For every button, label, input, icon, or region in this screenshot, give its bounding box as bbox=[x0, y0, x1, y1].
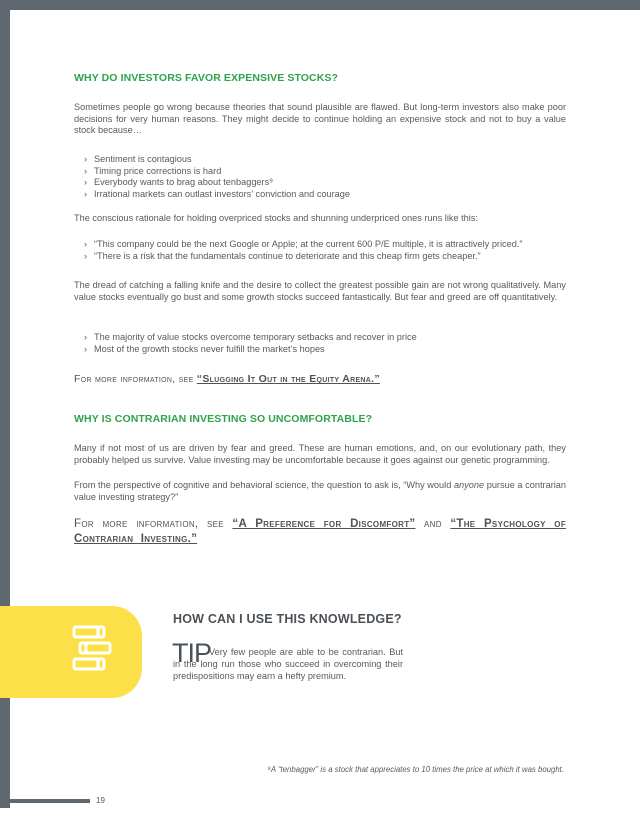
list-item: › Most of the growth stocks never fulfill the market’s hopes bbox=[84, 344, 564, 356]
tip-heading: HOW CAN I USE THIS KNOWLEDGE? bbox=[173, 612, 402, 626]
text-segment: pursue a contrarian value investing strategy?” bbox=[74, 480, 567, 502]
bullet-list-outcomes bbox=[84, 332, 564, 355]
more-info-prefix: For more information, see bbox=[74, 373, 197, 385]
text-segment: From the perspective of cognitive and behavioral science, the question to ask is, “Why would bbox=[74, 480, 454, 490]
list-item: › Everybody wants to brag about tenbaggers⁹ bbox=[84, 177, 564, 189]
link-preference-for-discomfort[interactable]: “A Preference for Discomfort” bbox=[232, 518, 416, 530]
paragraph-fear-greed: Many if not most of us are driven by fear and greed. These are human emotions, and, on our evolutionary path, they probably helped us survive. Value investing may be uncomfortable because it goes against our genetic programming. bbox=[74, 443, 566, 465]
link-psychology-contrarian[interactable]: “The Psychology of Contrarian Investing.” bbox=[74, 518, 567, 545]
page-number: 19 bbox=[96, 796, 105, 805]
top-border bbox=[0, 0, 640, 10]
section-heading-expensive-stocks: WHY DO INVESTORS FAVOR EXPENSIVE STOCKS? bbox=[74, 72, 339, 84]
paragraph-intro: Sometimes people go wrong because theories that sound plausible are flawed. But long-term investors also make poor decisions for very human reasons. They might decide to continue holding an expensive stock and not to buy a value stock because… bbox=[74, 102, 566, 136]
bullet-list-quotes bbox=[84, 239, 564, 262]
tip-label: TIP bbox=[172, 638, 212, 668]
more-info-line bbox=[74, 373, 566, 385]
section-heading-contrarian: WHY IS CONTRARIAN INVESTING SO UNCOMFORTABLE? bbox=[74, 413, 373, 425]
bullet-list-reasons bbox=[84, 154, 564, 200]
bottom-left-rule bbox=[0, 799, 90, 803]
paragraph-cognitive bbox=[74, 480, 566, 503]
list-item: › “This company could be the next Google or Apple; at the current 600 P/E multiple, it is attractively priced.” bbox=[84, 239, 564, 251]
list-item: › “There is a risk that the fundamentals continue to deteriorate and this cheap firm gets cheaper.” bbox=[84, 251, 564, 263]
more-info-line-2 bbox=[74, 517, 566, 547]
emphasis-anyone: anyone bbox=[453, 480, 485, 490]
footnote: ⁹A “tenbagger” is a stock that appreciates to 10 times the price at which it was bought. bbox=[267, 765, 564, 774]
list-item: › Irrational markets can outlast investors’ conviction and courage bbox=[84, 189, 564, 201]
link-slugging-it-out[interactable]: “Slugging It Out in the Equity Arena.” bbox=[196, 373, 380, 385]
paragraph-falling-knife: The dread of catching a falling knife and the desire to collect the greatest possible gain are not wrong qualitatively. Many value stocks eventually go bust and some growth stocks succeed fantastically. But fear and greed are off quantitatively. bbox=[74, 280, 566, 302]
more-info-and: and bbox=[415, 518, 451, 530]
books-icon bbox=[70, 624, 114, 672]
paragraph-rationale: The conscious rationale for holding overpriced stocks and shunning underpriced ones runs like this: bbox=[74, 213, 478, 223]
list-item: › Timing price corrections is hard bbox=[84, 166, 564, 178]
more-info-prefix: For more information, see bbox=[74, 518, 233, 530]
list-item: › Sentiment is contagious bbox=[84, 154, 564, 166]
list-item: › The majority of value stocks overcome temporary setbacks and recover in price bbox=[84, 332, 564, 344]
tip-text: Very few people are able to be contrarian. But in the long run those who succeed in overcoming their predispositions may earn a hefty premium. bbox=[173, 647, 403, 681]
